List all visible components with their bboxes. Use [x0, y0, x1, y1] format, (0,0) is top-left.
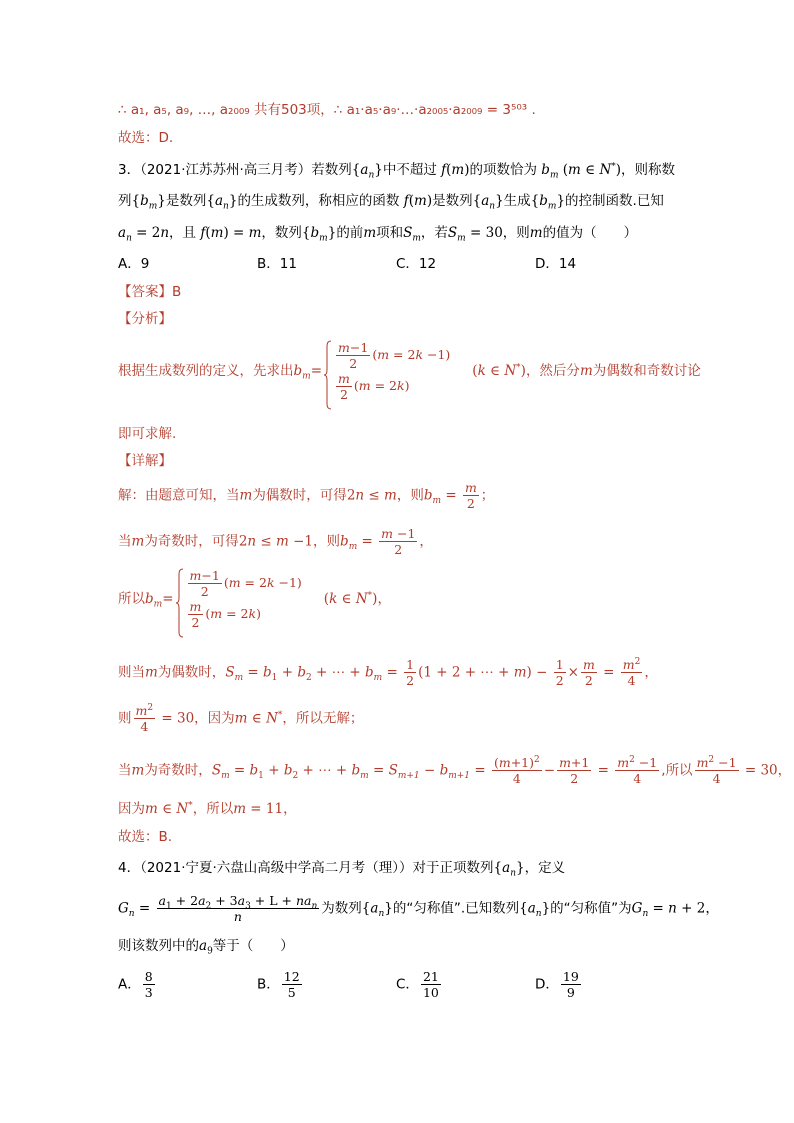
q3-answer-label: 【答案】B	[118, 284, 182, 300]
q3-stem-line-1: 3．（2021·江苏苏州·高三月考）若数列$\{a_n\}$中不超过 f(m)的项数恰为 $b_m$ (m ∈ N*)，则称数	[118, 161, 676, 181]
q3-detail-line-4: 则当m为偶数时，$S_m = b_1 + b_2$ + ⋯ + $b_m$ = $\frac{1}{2}$ (1 + 2 + ⋯ + m) − $\frac{1}{2}$ × $\frac{m}{2}$ = $\frac{m^2}{4}$ ，	[118, 656, 658, 688]
q3-option-d: D．14	[535, 256, 577, 272]
q3-option-c: C．12	[396, 256, 437, 272]
q3-stem-line-2: 列$\{b_m\}$是数列$\{a_n\}$的生成数列，称相应的函数 f(m)是数列$\{a_n\}$生成$\{b_m\}$的控制函数.已知	[118, 193, 664, 212]
q3-detail-line-3: 所以$b_m=$ $\frac{m-1}{2}$ (m = 2k −1) $\frac{m}{2}$ (m = 2k) (k ∈ N*)，	[118, 568, 391, 630]
prev-answer: 故选：D.	[118, 130, 174, 146]
q3-detail-label: 【详解】	[118, 453, 172, 469]
q4-option-c: C． $\frac{21}{10}$	[396, 969, 439, 1000]
prev-conclusion-line	[118, 101, 536, 119]
piecewise-bm-1: $\frac{m-1}{2}$ (m = 2k −1) $\frac{m}{2}$ (m = 2k)	[324, 340, 450, 402]
q3-detail-line-2: 当m为奇数时，可得2n ≤ m −1，则$b_m$ = $\frac{m -1}{2}$ ，	[118, 526, 433, 557]
q4-stem-line-2: $G_n$ = $\frac{a_1 + 2a_2 + 3a_3 + L + na_n}{n}$ 为数列$\{a_n\}$的“匀称值”.已知数列$\{a_n\}$的“匀称值”为$G_n = n + 2$，	[118, 893, 719, 924]
q3-analysis-line: 根据生成数列的定义，先求出$b_m=$ $\frac{m-1}{2}$ (m = 2k −1) $\frac{m}{2}$ (m = 2k) (k ∈ N*)，然后分m为偶数和奇数讨论	[118, 340, 701, 402]
q4-stem-line-3: 则该数列中的$a_9$等于（ ）	[118, 938, 294, 957]
prev-conclusion-text: ∴ a₁, a₅, a₉, …, a₂₀₀₉ 共有503项，∴ a₁·a₅·a₉·…·a₂₀₀₅·a₂₀₀₉ = 3⁵⁰³ .	[118, 102, 536, 118]
q3-detail-line-6: 当m为奇数时，$S_m = b_1 + b_2$ + ⋯ + $b_m = S_{m+1} - b_{m+1}$ = $\frac{(m+1)^2}{4}$ − $\frac{m+1}{2}$ = $\frac{m^2 -1}{4}$ ,所以 $\frac{m^2 -1}{4}$ = 30，	[118, 754, 792, 786]
q3-detail-line-7: 因为m ∈ N*，所以m = 11，	[118, 800, 297, 817]
q4-option-a: A． $\frac{8}{3}$	[118, 969, 153, 1000]
q3-final-answer: 故选：B.	[118, 829, 173, 845]
q3-stem-line-3: $a_n = 2n$，且 f(m) = m，数列$\{b_m\}$的前m项和$S_m$，若$S_m = 30$，则m的值为（ ）	[118, 225, 638, 244]
q4-options	[118, 969, 678, 1005]
piecewise-bm-2: $\frac{m-1}{2}$ (m = 2k −1) $\frac{m}{2}$ (m = 2k)	[176, 568, 302, 630]
q4-option-d: D． $\frac{19}{9}$	[535, 969, 579, 1000]
q3-analysis-end: 即可求解.	[118, 426, 177, 442]
q3-detail-line-5: 则 $\frac{m^2}{4}$ = 30，因为m ∈ N*，所以无解；	[118, 702, 364, 734]
q3-analysis-label: 【分析】	[118, 311, 172, 327]
q3-option-b: B．11	[257, 256, 297, 272]
q3-detail-line-1: 解：由题意可知，当m为偶数时，可得2n ≤ m，则$b_m$ = $\frac{m}{2}$ ；	[118, 480, 495, 511]
q3-option-a: A．9	[118, 256, 150, 272]
q4-stem-line-1: 4．（2021·宁夏·六盘山高级中学高二月考（理））对于正项数列$\{a_n\}$，定义	[118, 860, 566, 879]
q4-option-b: B． $\frac{12}{5}$	[257, 969, 300, 1000]
